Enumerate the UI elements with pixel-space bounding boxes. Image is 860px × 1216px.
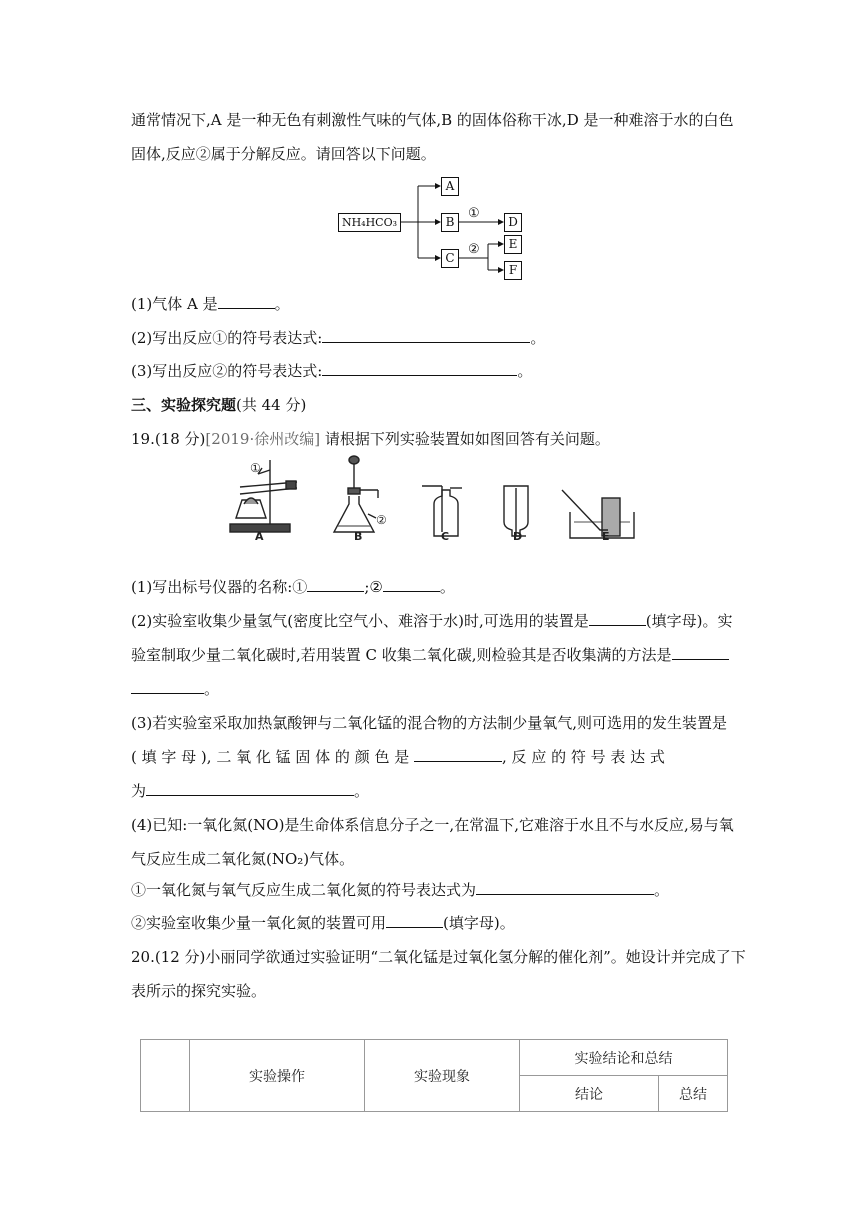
q19-part-3-line-2: ( 填 字 母 ), 二 氧 化 锰 固 体 的 颜 色 是 , 反 应 的 符 号 表 达 式 — [131, 748, 665, 766]
section-heading: 三、实验探究题(共 44 分) — [131, 396, 307, 414]
answer-blank[interactable] — [322, 361, 517, 376]
q19-part-3-line-3: 为 。 — [131, 782, 370, 800]
apparatus-label-c: C — [441, 530, 450, 543]
q19-part-2-line-1: (2)实验室收集少量氢气(密度比空气小、难溶于水)时,可选用的装置是 (填字母)。实 — [131, 612, 733, 630]
experiment-table — [140, 1039, 728, 1112]
table-header-operation: 实验操作 — [190, 1040, 365, 1112]
q19-part-2-line-2: 验室制取少量二氧化碳时,若用装置 C 收集二氧化碳,则检验其是否收集满的方法是 — [131, 645, 729, 665]
flow-reaction-2-label: ② — [468, 242, 480, 257]
answer-blank[interactable] — [383, 577, 440, 592]
flow-box-e: E — [504, 235, 522, 254]
q18-part-1: (1)气体 A 是 。 — [131, 295, 290, 313]
q19-part-1: (1)写出标号仪器的名称:① ;② 。 — [131, 578, 455, 596]
table-header-conclusion-group: 实验结论和总结 — [520, 1040, 728, 1076]
intro-line-2: 固体,反应②属于分解反应。请回答以下问题。 — [131, 145, 436, 163]
flow-box-f: F — [504, 261, 522, 280]
answer-blank[interactable] — [589, 611, 646, 626]
lab-apparatus-figure — [222, 452, 642, 546]
apparatus-label-d: D — [513, 530, 523, 543]
answer-blank[interactable] — [476, 880, 654, 895]
answer-blank[interactable] — [386, 913, 443, 928]
q19-part-4-sub-2: ②实验室收集少量一氧化氮的装置可用 (填字母)。 — [131, 914, 515, 932]
q19-part-4-line-2: 气反应生成二氧化氮(NO₂)气体。 — [131, 850, 355, 868]
flow-reaction-1-label: ① — [468, 206, 480, 221]
q20-line-1: 20.(12 分)小丽同学欲通过实验证明“二氧化锰是过氧化氢分解的催化剂”。她设计并完成了下 — [131, 948, 746, 966]
apparatus-label-b: B — [354, 530, 363, 543]
table-header-phenomenon: 实验现象 — [365, 1040, 520, 1112]
mark-2-label: ② — [376, 513, 387, 527]
answer-blank[interactable] — [146, 781, 354, 796]
q19-part-4-sub-1: ①一氧化氮与氧气反应生成二氧化氮的符号表达式为 。 — [131, 881, 670, 899]
q19-part-2-line-3: 。 — [131, 679, 219, 699]
intro-line-1: 通常情况下,A 是一种无色有刺激性气味的气体,B 的固体俗称干冰,D 是一种难溶于水的白色 — [131, 111, 734, 129]
flow-box-b: B — [441, 213, 459, 232]
flow-box-nh4hco3: NH₄HCO₃ — [338, 213, 401, 232]
answer-blank[interactable] — [672, 645, 729, 660]
flow-box-d: D — [504, 213, 522, 232]
q20-line-2: 表所示的探究实验。 — [131, 982, 267, 1000]
answer-blank[interactable] — [307, 577, 364, 592]
apparatus-label-e: E — [602, 530, 610, 543]
answer-blank[interactable] — [131, 679, 204, 694]
q19-heading: 19.(18 分)[2019·徐州改编] 请根据下列实验装置如如图回答有关问题。 — [131, 430, 610, 448]
answer-blank[interactable] — [414, 747, 502, 762]
q19-part-4-line-1: (4)已知:一氧化氮(NO)是生命体系信息分子之一,在常温下,它难溶于水且不与水反应,易与氧 — [131, 816, 734, 834]
q18-part-2: (2)写出反应①的符号表达式: 。 — [131, 329, 546, 347]
table-header-blank — [141, 1040, 190, 1112]
answer-blank[interactable] — [218, 294, 275, 309]
table-header-conclusion: 结论 — [520, 1076, 659, 1112]
apparatus-label-a: A — [255, 530, 264, 543]
q19-part-3-line-1: (3)若实验室采取加热氯酸钾与二氧化锰的混合物的方法制少量氧气,则可选用的发生装置是 — [131, 714, 728, 732]
reaction-flow-diagram — [338, 176, 528, 282]
flow-box-c: C — [441, 249, 459, 268]
mark-1-label: ① — [250, 461, 261, 475]
table-header-summary: 总结 — [659, 1076, 728, 1112]
q18-part-3: (3)写出反应②的符号表达式: 。 — [131, 362, 533, 380]
answer-blank[interactable] — [322, 328, 530, 343]
flow-box-a: A — [441, 177, 459, 196]
